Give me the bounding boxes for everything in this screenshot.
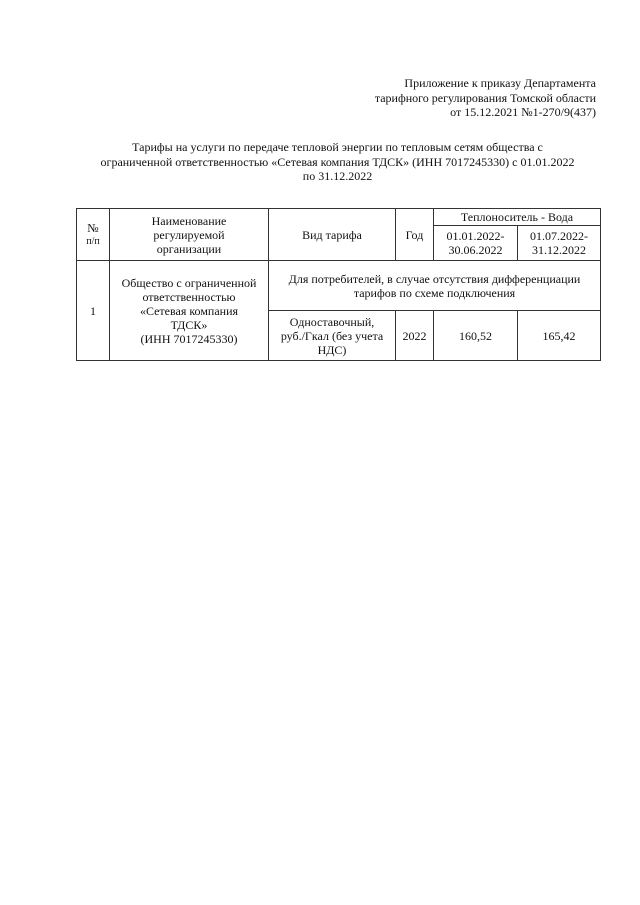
row-value-period-2: 165,42 <box>518 311 601 361</box>
header-number: № п/п <box>77 209 110 261</box>
header-period-1: 01.01.2022- 30.06.2022 <box>434 226 518 261</box>
header-period-2: 01.07.2022- 31.12.2022 <box>518 226 601 261</box>
title-line: ограниченной ответственностью «Сетевая компания ТДСК» (ИНН 7017245330) с 01.01.2022 <box>100 154 575 169</box>
header-organization: Наименование регулируемой организации <box>110 209 269 261</box>
document-title <box>75 140 600 184</box>
table-header-row <box>77 209 601 226</box>
tariff-table <box>76 208 601 361</box>
title-line: Тарифы на услуги по передаче тепловой энергии по тепловым сетям общества с <box>132 140 543 154</box>
row-consumers-note: Для потребителей, в случае отсутствия дифференциации тарифов по схеме подключения <box>269 261 601 311</box>
appendix-line: от 15.12.2021 №1-270/9(437) <box>450 105 596 119</box>
header-year: Год <box>396 209 434 261</box>
row-value-period-1: 160,52 <box>434 311 518 361</box>
row-number: 1 <box>77 261 110 361</box>
row-tariff-type: Одноставочный, руб./Гкал (без учета НДС) <box>269 311 396 361</box>
title-line: по 31.12.2022 <box>302 169 373 183</box>
row-year: 2022 <box>396 311 434 361</box>
table-row <box>77 261 601 311</box>
appendix-line: тарифного регулирования Томской области <box>374 90 596 105</box>
appendix-header <box>375 76 596 120</box>
row-organization: Общество с ограниченной ответственностью «Сетевая компания ТДСК» (ИНН 7017245330) <box>110 261 269 361</box>
header-tariff-type: Вид тарифа <box>269 209 396 261</box>
header-carrier: Теплоноситель - Вода <box>434 209 601 226</box>
appendix-line: Приложение к приказу Департамента <box>404 76 596 90</box>
